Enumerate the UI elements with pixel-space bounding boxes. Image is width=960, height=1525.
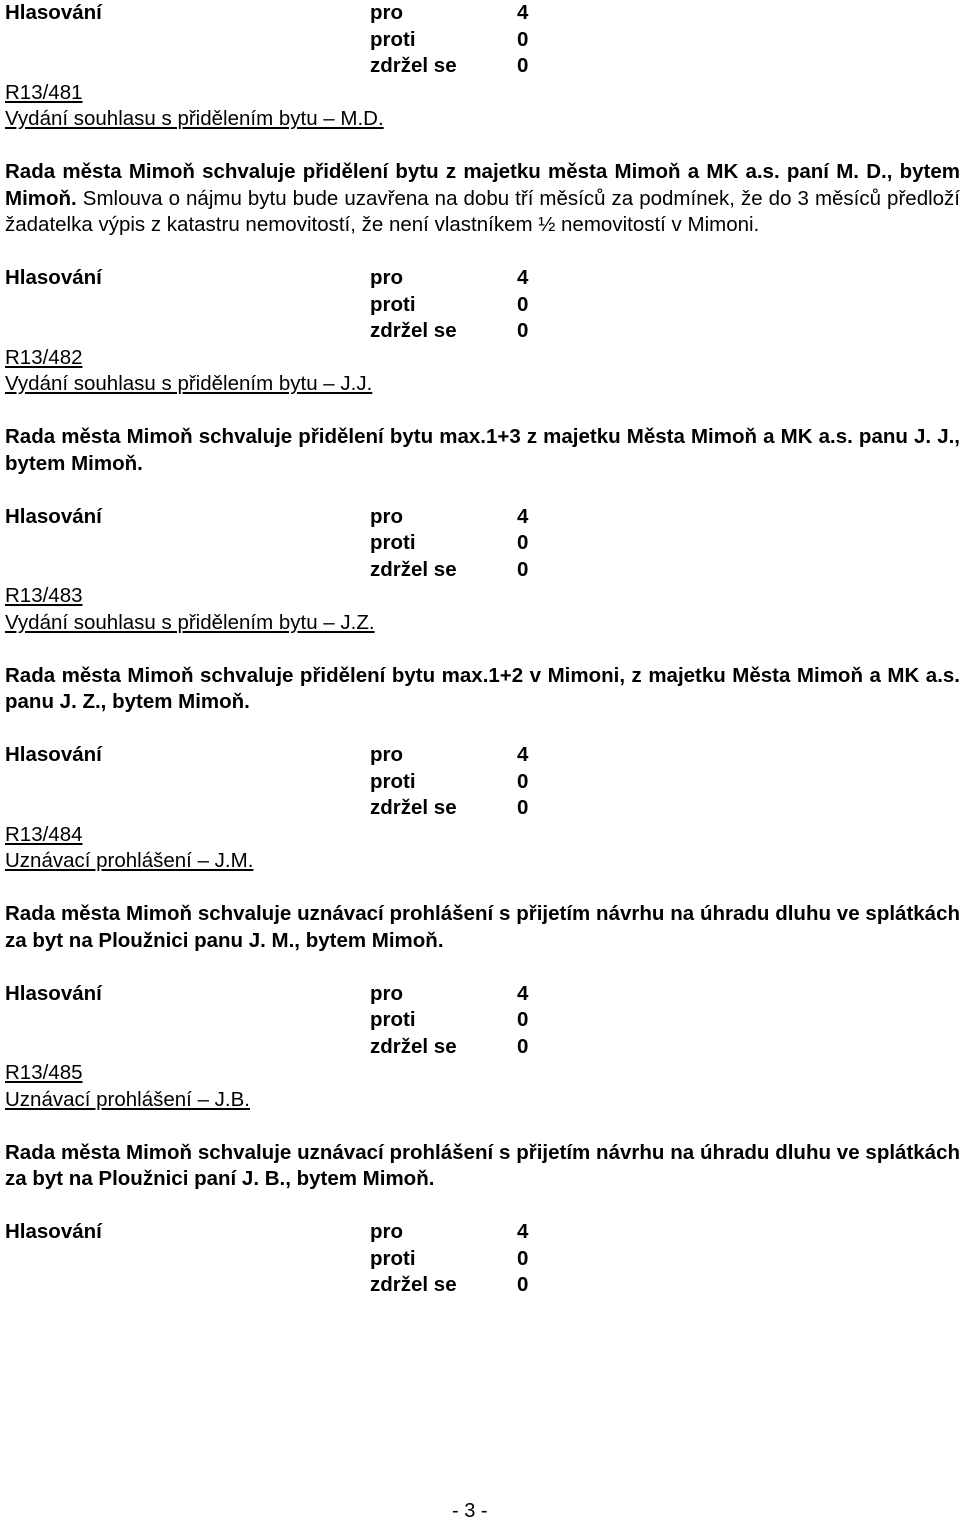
- vote-against-label: proti: [370, 769, 416, 793]
- vote-against-value: 0: [517, 1246, 529, 1270]
- document-page: [5, 0, 960, 1299]
- vote-for-value: 4: [517, 1220, 529, 1243]
- resolution-code: R13/482: [5, 345, 83, 369]
- vote-for-label: pro: [370, 981, 404, 1005]
- vote-against-label: proti: [370, 1008, 416, 1031]
- resolution-title: Uznávací prohlášení – J.M.: [5, 849, 254, 872]
- vote-abstain-label: zdržel se: [370, 54, 457, 77]
- vote-abstain-label: zdržel se: [370, 1273, 457, 1296]
- vote-abstain-value: 0: [517, 557, 529, 581]
- vote-label: Hlasování: [5, 1220, 102, 1243]
- resolution-code: R13/484: [5, 822, 83, 846]
- vote-against-label: proti: [370, 1246, 416, 1270]
- vote-against-label: proti: [370, 27, 416, 51]
- vote-for-value: 4: [517, 504, 529, 528]
- vote-for-label: pro: [370, 743, 404, 766]
- resolution-title: Vydání souhlasu s přidělením bytu – M.D.: [5, 107, 384, 130]
- vote-label: Hlasování: [5, 981, 102, 1005]
- vote-block: [5, 981, 960, 1061]
- vote-for-value: 4: [517, 266, 529, 289]
- vote-abstain-label: zdržel se: [370, 557, 457, 581]
- vote-for-value: 4: [517, 1, 529, 24]
- vote-block: [5, 1219, 960, 1299]
- vote-block: [5, 742, 960, 822]
- vote-for-value: 4: [517, 743, 529, 766]
- resolution-text: Rada města Mimoň schvaluje přidělení bytu max.1+2 v Mimoni, z majetku Města Mimoň a MK a.s. panu J. Z., bytem Mimoň.: [5, 663, 960, 713]
- vote-against-value: 0: [517, 769, 529, 793]
- vote-abstain-value: 0: [517, 54, 529, 77]
- resolution-text-normal: Smlouva o nájmu bytu bude uzavřena na dobu tří měsíců za podmínek, že do 3 měsíců předloží žadatelka výpis z katastru nemovitostí, že není vlastníkem ½ nemovitostí v Mimoni.: [5, 186, 960, 236]
- resolution-text: Rada města Mimoň schvaluje uznávací prohlášení s přijetím návrhu na úhradu dluhu ve splátkách za byt na Ploužnici paní J. B., bytem Mimoň.: [5, 1140, 960, 1190]
- vote-label: Hlasování: [5, 266, 102, 289]
- resolution-code: R13/483: [5, 584, 83, 607]
- resolution-title: Uznávací prohlášení – J.B.: [5, 1087, 250, 1111]
- resolution-text: [5, 159, 960, 239]
- resolution-code: R13/485: [5, 1061, 83, 1084]
- vote-abstain-label: zdržel se: [370, 1034, 457, 1058]
- vote-for-label: pro: [370, 504, 404, 528]
- vote-label: Hlasování: [5, 743, 102, 766]
- vote-for-label: pro: [370, 1, 404, 24]
- vote-abstain-value: 0: [517, 319, 529, 342]
- resolution-text: Rada města Mimoň schvaluje uznávací prohlášení s přijetím návrhu na úhradu dluhu ve splátkách za byt na Ploužnici panu J. M., bytem Mimoň.: [5, 902, 960, 952]
- page-number: - 3 -: [452, 1500, 488, 1522]
- vote-abstain-value: 0: [517, 1273, 529, 1296]
- resolution-text: Rada města Mimoň schvaluje přidělení bytu max.1+3 z majetku Města Mimoň a MK a.s. panu J. J., bytem Mimoň.: [5, 425, 960, 475]
- vote-abstain-value: 0: [517, 796, 529, 819]
- vote-against-label: proti: [370, 531, 416, 554]
- vote-for-label: pro: [370, 1220, 404, 1243]
- vote-against-value: 0: [517, 1008, 529, 1031]
- vote-for-value: 4: [517, 981, 529, 1005]
- resolution-code: R13/481: [5, 80, 83, 104]
- resolution-text-bold: Rada města Mimoň schvaluje přidělení bytu z majetku města Mimoň a MK a.s. paní M. D., bytem Mimoň.: [5, 160, 960, 210]
- vote-against-label: proti: [370, 292, 416, 316]
- vote-block: [5, 0, 960, 80]
- vote-against-value: 0: [517, 292, 529, 316]
- vote-against-value: 0: [517, 531, 529, 554]
- vote-abstain-label: zdržel se: [370, 319, 457, 342]
- vote-against-value: 0: [517, 27, 529, 51]
- vote-block: [5, 265, 960, 345]
- resolution-title: Vydání souhlasu s přidělením bytu – J.Z.: [5, 610, 375, 634]
- vote-label: Hlasování: [5, 1, 102, 24]
- vote-abstain-label: zdržel se: [370, 796, 457, 819]
- vote-abstain-value: 0: [517, 1034, 529, 1058]
- vote-label: Hlasování: [5, 504, 102, 528]
- vote-block: [5, 504, 960, 584]
- vote-for-label: pro: [370, 266, 404, 289]
- resolution-title: Vydání souhlasu s přidělením bytu – J.J.: [5, 372, 373, 395]
